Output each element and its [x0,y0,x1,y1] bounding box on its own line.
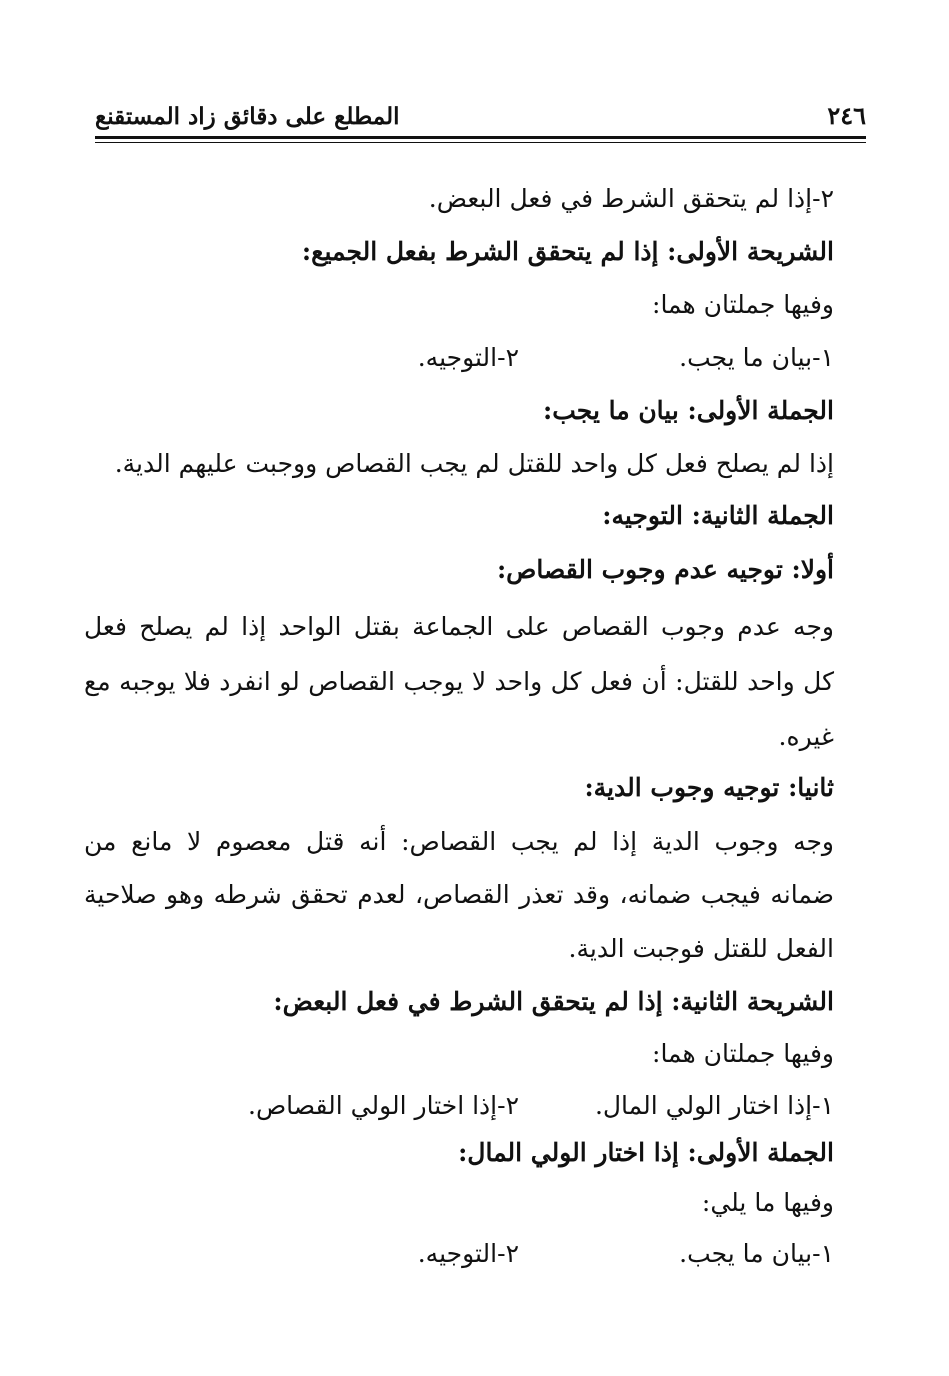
text-line: إذا لم يصلح فعل كل واحد للقتل لم يجب القصاص ووجبت عليهم الدية. [114,449,834,478]
text-line: الفعل للقتل فوجبت الدية. [568,934,834,963]
header-rule-thin [95,142,866,143]
text-line: وفيها جملتان هما: [652,1039,834,1068]
text-line: وجه وجوب الدية إذا لم يجب القصاص: أنه قتل معصوم لا مانع من [84,827,834,856]
section-heading: الشريحة الأولى: إذا لم يتحقق الشرط بفعل الجميع: [301,237,834,266]
text-line: ٢-إذا لم يتحقق الشرط في فعل البعض. [428,184,834,213]
list-item: ١-بيان ما يجب. [679,343,834,372]
text-line: وفيها ما يلي: [701,1188,834,1217]
list-item: ٢-التوجيه. [417,1239,519,1268]
list-row [84,1234,834,1274]
text-line: غيره. [778,722,834,751]
book-title: المطلع على دقائق زاد المستقنع [95,103,400,130]
page-header [95,100,866,130]
list-item: ٢-التوجيه. [417,343,519,372]
section-heading: الشريحة الثانية: إذا لم يتحقق الشرط في فعل البعض: [273,987,834,1016]
section-heading: الجملة الثانية: التوجيه: [602,501,834,530]
header-rule-thick [95,136,866,139]
list-row [84,1086,834,1126]
text-line: وجه عدم وجوب القصاص على الجماعة بقتل الواحد إذا لم يصلح فعل [84,612,834,641]
list-item: ٢-إذا اختار الولي القصاص. [248,1091,519,1120]
list-row [84,338,834,378]
text-line: ضمانه فيجب ضمانه، وقد تعذر القصاص، لعدم تحقق شرطه وهو صلاحية [84,880,834,909]
text-line: كل واحد للقتل: أن فعل كل واحد لا يوجب القصاص لو انفرد فلا يوجبه مع [84,667,834,696]
section-heading: ثانيا: توجيه وجوب الدية: [584,773,834,802]
page-number: ٢٤٦ [827,101,866,130]
section-heading: الجملة الأولى: إذا اختار الولي المال: [458,1138,834,1167]
list-item: ١-إذا اختار الولي المال. [594,1091,834,1120]
text-line: وفيها جملتان هما: [652,290,834,319]
list-item: ١-بيان ما يجب. [679,1239,834,1268]
section-heading: أولا: توجيه عدم وجوب القصاص: [496,555,834,584]
section-heading: الجملة الأولى: بيان ما يجب: [543,396,834,425]
